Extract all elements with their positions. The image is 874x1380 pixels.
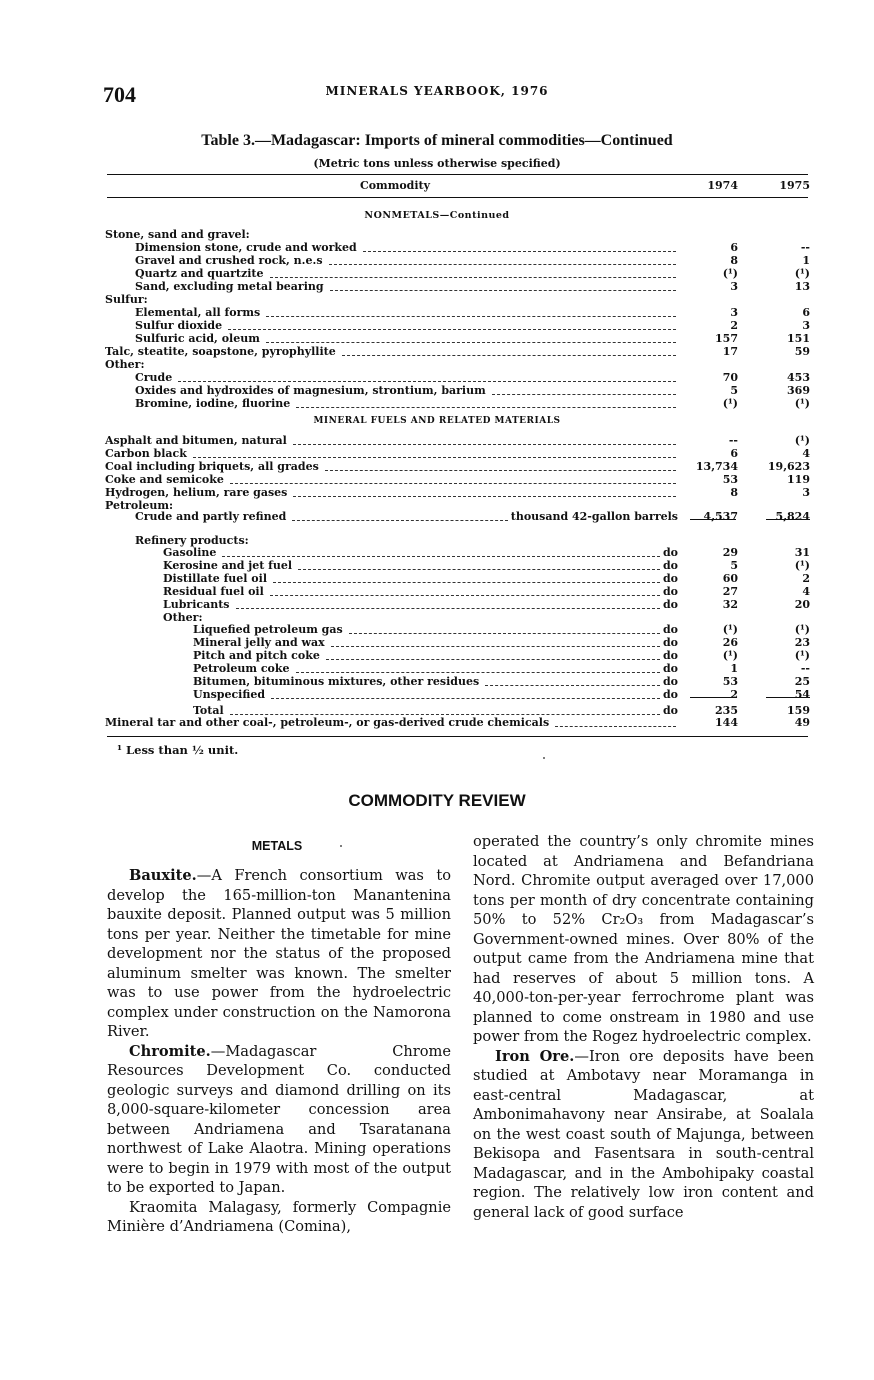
row-unit: do (662, 546, 678, 559)
table-row (0, 228, 874, 241)
row-label: Distillate fuel oil (163, 572, 267, 585)
row-value-1974: -- (728, 434, 738, 447)
table-row (0, 358, 874, 371)
row-unit: thousand 42-gallon barrels (510, 510, 678, 523)
row-value-1974: 29 (722, 546, 738, 559)
dot-leader (492, 394, 676, 395)
row-value-1975: (¹) (794, 397, 810, 410)
row-unit: do (662, 636, 678, 649)
dot-leader (342, 355, 676, 356)
row-unit: do (662, 598, 678, 611)
speck (340, 845, 342, 847)
bauxite-paragraph (107, 866, 451, 1042)
row-value-1974: 4,537 (703, 510, 738, 523)
row-value-1974: 5 (730, 559, 738, 572)
column-header-1974: 1974 (707, 179, 738, 192)
table-row (0, 486, 874, 499)
row-label: Crude (135, 371, 173, 384)
row-value-1974: (¹) (722, 267, 738, 280)
dot-leader (270, 277, 676, 278)
row-value-1974: 8 (730, 486, 738, 499)
dot-leader (555, 726, 676, 727)
column-header-commodity: Commodity (359, 179, 431, 192)
row-value-1974: 2 (730, 319, 738, 332)
iron-ore-text: —Iron ore deposits have been studied at Ambotavy near Moramanga in east-central Madagascar, at Ambonimahavony near Ansirabe, at Soalala on the west coast south of Majunga, between Bekisopa and Fasentsara in south-central Madagascar, and in the Ambohipaky coastal region. The relatively low iron content and general lack of good surface (473, 1047, 814, 1221)
row-label: Elemental, all forms (135, 306, 261, 319)
row-value-1975: (¹) (794, 623, 810, 636)
dot-leader (349, 633, 660, 634)
table-row (0, 716, 874, 729)
row-value-1975: 25 (794, 675, 810, 688)
kraomita-paragraph (107, 1198, 451, 1237)
row-unit: do (662, 623, 678, 636)
row-label: Crude and partly refined (135, 510, 287, 523)
row-unit: do (662, 559, 678, 572)
table-row (0, 460, 874, 473)
table-row (0, 306, 874, 319)
row-value-1975: 4 (802, 585, 810, 598)
row-value-1975: 4 (802, 447, 810, 460)
table-row (0, 598, 874, 611)
row-value-1975: 3 (802, 486, 810, 499)
table-row (0, 371, 874, 384)
table-footnote: ¹ Less than ½ unit. (117, 743, 239, 757)
row-label: Bitumen, bituminous mixtures, other residues (193, 675, 480, 688)
dot-leader (266, 316, 676, 317)
dot-leader (266, 342, 676, 343)
dot-leader (485, 685, 660, 686)
row-value-1974: 53 (722, 473, 738, 486)
dot-leader (293, 444, 676, 445)
row-value-1974: (¹) (722, 649, 738, 662)
table-row (0, 397, 874, 410)
row-label: Coal including briquets, all grades (105, 460, 319, 473)
row-value-1975: 20 (794, 598, 810, 611)
left-column (107, 866, 451, 1237)
table-row (0, 293, 874, 306)
table-row (0, 675, 874, 688)
page-number: 704 (103, 82, 136, 107)
row-label: Stone, sand and gravel: (105, 228, 250, 241)
dot-leader (325, 470, 676, 471)
chromite-continued-text: operated the country’s only chromite mines located at Andriamena and Befandriana Nord. Chromite output averaged over 17,000 tons per month of dry concentrate containing 50% to 52% Cr₂O₃ from Madagascar’s Government-owned mines. Over 80% of the output came from the Andriamena mine that had reserves of about 5 million tons. A 40,000-ton-per-year ferrochrome plant was planned to come onstream in 1980 and use power from the Rogez hydroelectric complex. (473, 833, 814, 1045)
row-unit: do (662, 585, 678, 598)
row-value-1974: 60 (722, 572, 738, 585)
row-label: Hydrogen, helium, rare gases (105, 486, 288, 499)
table-row (0, 384, 874, 397)
row-label: Kerosine and jet fuel (163, 559, 293, 572)
table-row (0, 473, 874, 486)
row-label: Dimension stone, crude and worked (135, 241, 357, 254)
table-row (0, 267, 874, 280)
table-row (0, 559, 874, 572)
bauxite-lead: Bauxite. (129, 867, 197, 884)
row-value-1974: 3 (730, 306, 738, 319)
row-value-1974: 5 (730, 384, 738, 397)
row-unit: do (662, 572, 678, 585)
iron-ore-lead: Iron Ore. (495, 1047, 575, 1065)
row-value-1975: 6 (802, 306, 810, 319)
row-value-1975: (¹) (794, 559, 810, 572)
row-value-1975: (¹) (794, 649, 810, 662)
row-label: Lubricants (163, 598, 230, 611)
row-label: Oxides and hydroxides of magnesium, strontium, barium (135, 384, 486, 397)
row-value-1975: 13 (794, 280, 810, 293)
table-row (0, 572, 874, 585)
sum-rule-1974 (690, 519, 736, 520)
row-label: Mineral tar and other coal-, petroleum-, or gas-derived crude chemicals (105, 716, 550, 729)
table-row (0, 434, 874, 447)
dot-leader (292, 520, 508, 521)
section-heading-fuels: MINERAL FUELS AND RELATED MATERIALS (313, 416, 561, 426)
row-value-1975: 119 (787, 473, 810, 486)
row-label: Mineral jelly and wax (193, 636, 325, 649)
chromite-lead: Chromite. (129, 1042, 211, 1060)
row-value-1974: 235 (715, 704, 738, 717)
row-value-1974: 53 (722, 675, 738, 688)
row-value-1975: (¹) (794, 267, 810, 280)
row-value-1974: 3 (730, 280, 738, 293)
dot-leader (230, 483, 676, 484)
row-unit: do (662, 688, 678, 701)
total-rule-1974 (690, 697, 736, 698)
dot-leader (236, 608, 660, 609)
table-row (0, 649, 874, 662)
column-header-1975: 1975 (779, 179, 810, 192)
row-value-1974: 1 (730, 662, 738, 675)
row-value-1975: 369 (787, 384, 810, 397)
dot-leader (293, 496, 676, 497)
table-row (0, 688, 874, 701)
sum-rule-1975 (766, 519, 810, 520)
row-value-1975: 3 (802, 319, 810, 332)
row-label: Refinery products: (135, 534, 249, 547)
table-row (0, 280, 874, 293)
row-label: Carbon black (105, 447, 187, 460)
table-row (0, 623, 874, 636)
dot-leader (271, 698, 660, 699)
row-unit: do (662, 662, 678, 675)
row-label: Bromine, iodine, fluorine (135, 397, 291, 410)
row-value-1974: 8 (730, 254, 738, 267)
row-value-1974: 27 (722, 585, 738, 598)
row-label: Sulfur: (105, 293, 148, 306)
dot-leader (222, 556, 660, 557)
row-label: Petroleum: (105, 499, 174, 512)
row-label: Asphalt and bitumen, natural (105, 434, 287, 447)
table-bottom-rule (107, 736, 808, 737)
row-value-1974: 26 (722, 636, 738, 649)
dot-leader (298, 569, 660, 570)
dot-leader (228, 329, 676, 330)
row-value-1975: 59 (794, 345, 810, 358)
row-value-1974: 17 (722, 345, 738, 358)
chromite-continued-paragraph (473, 832, 814, 1047)
row-label: Coke and semicoke (105, 473, 224, 486)
table-row (0, 636, 874, 649)
row-label: Quartz and quartzite (135, 267, 264, 280)
total-rule-1975 (766, 697, 810, 698)
row-value-1974: 144 (715, 716, 738, 729)
table-row (0, 345, 874, 358)
row-label: Sand, excluding metal bearing (135, 280, 324, 293)
table-row (0, 319, 874, 332)
row-unit: do (662, 649, 678, 662)
dot-leader (326, 659, 660, 660)
kraomita-text: Kraomita Malagasy, formerly Compagnie Minière d’Andriamena (Comina), (107, 1198, 451, 1235)
dot-leader (230, 714, 660, 715)
row-value-1975: 2 (802, 572, 810, 585)
row-label: Unspecified (193, 688, 266, 701)
row-label: Total (193, 704, 224, 717)
table-row (0, 510, 874, 523)
dot-leader (193, 457, 676, 458)
right-column (473, 832, 814, 1222)
table-row (0, 254, 874, 267)
row-value-1974: 157 (715, 332, 738, 345)
row-label: Sulfur dioxide (135, 319, 223, 332)
row-unit: do (662, 675, 678, 688)
row-value-1974: 13,734 (695, 460, 738, 473)
dot-leader (296, 672, 660, 673)
table-subtitle: (Metric tons unless otherwise specified) (313, 157, 561, 170)
table-row (0, 546, 874, 559)
row-value-1975: 31 (794, 546, 810, 559)
row-value-1975: 54 (794, 688, 810, 701)
row-label: Gasoline (163, 546, 217, 559)
row-value-1975: -- (800, 662, 810, 675)
iron-ore-paragraph (473, 1047, 814, 1223)
speck (543, 757, 545, 759)
table-row (0, 585, 874, 598)
row-value-1975: -- (800, 241, 810, 254)
row-unit: do (662, 704, 678, 717)
row-value-1974: (¹) (722, 397, 738, 410)
row-value-1975: 1 (802, 254, 810, 267)
chromite-text: —Madagascar Chrome Resources Development Co. conducted geologic surveys and diamond drilling on its 8,000-square-kilometer concession area between Andriamena and Tsaratanana northwest of Lake Alaotra. Mining operations were to begin in 1979 with most of the output to be exported to Japan. (107, 1042, 451, 1196)
row-label: Other: (163, 611, 203, 624)
row-value-1974: 32 (722, 598, 738, 611)
row-value-1975: 151 (787, 332, 810, 345)
row-label: Gravel and crushed rock, n.e.s (135, 254, 323, 267)
row-value-1975: 453 (787, 371, 810, 384)
table-row (0, 447, 874, 460)
dot-leader (270, 595, 660, 596)
row-value-1975: 159 (787, 704, 810, 717)
dot-leader (329, 264, 676, 265)
row-label: Pitch and pitch coke (193, 649, 320, 662)
row-label: Residual fuel oil (163, 585, 264, 598)
row-value-1975: 19,623 (767, 460, 810, 473)
running-title: MINERALS YEARBOOK, 1976 (325, 84, 549, 98)
row-value-1974: 6 (730, 241, 738, 254)
dot-leader (363, 251, 676, 252)
row-value-1974: 2 (730, 688, 738, 701)
row-value-1974: (¹) (722, 623, 738, 636)
section-title-commodity-review: COMMODITY REVIEW (348, 791, 526, 810)
row-label: Petroleum coke (193, 662, 290, 675)
row-value-1974: 70 (722, 371, 738, 384)
dot-leader (273, 582, 660, 583)
table-row (0, 332, 874, 345)
row-label: Talc, steatite, soapstone, pyrophyllite (105, 345, 336, 358)
chromite-paragraph (107, 1042, 451, 1198)
row-label: Sulfuric acid, oleum (135, 332, 260, 345)
row-value-1975: 49 (794, 716, 810, 729)
dot-leader (178, 381, 676, 382)
row-value-1974: 6 (730, 447, 738, 460)
row-label: Liquefied petroleum gas (193, 623, 343, 636)
section-heading-nonmetals: NONMETALS—Continued (364, 210, 510, 221)
row-value-1975: (¹) (794, 434, 810, 447)
dot-leader (330, 290, 676, 291)
subsection-title-metals: METALS (251, 839, 303, 853)
table-row (0, 662, 874, 675)
table-title: Table 3.—Madagascar: Imports of mineral commodities—Continued (201, 132, 673, 149)
row-value-1975: 23 (794, 636, 810, 649)
dot-leader (331, 646, 660, 647)
row-value-1975: 5,824 (775, 510, 810, 523)
row-label: Other: (105, 358, 145, 371)
table-row (0, 241, 874, 254)
bauxite-text: —A French consortium was to develop the 165-million-ton Manantenina bauxite deposit. Planned output was 5 million tons per year. Neither the timetable for mine development nor the status of the proposed aluminum smelter was known. The smelter was to use power from the hydroelectric complex under construction on the Namorona River. (107, 867, 451, 1040)
dot-leader (296, 407, 676, 408)
